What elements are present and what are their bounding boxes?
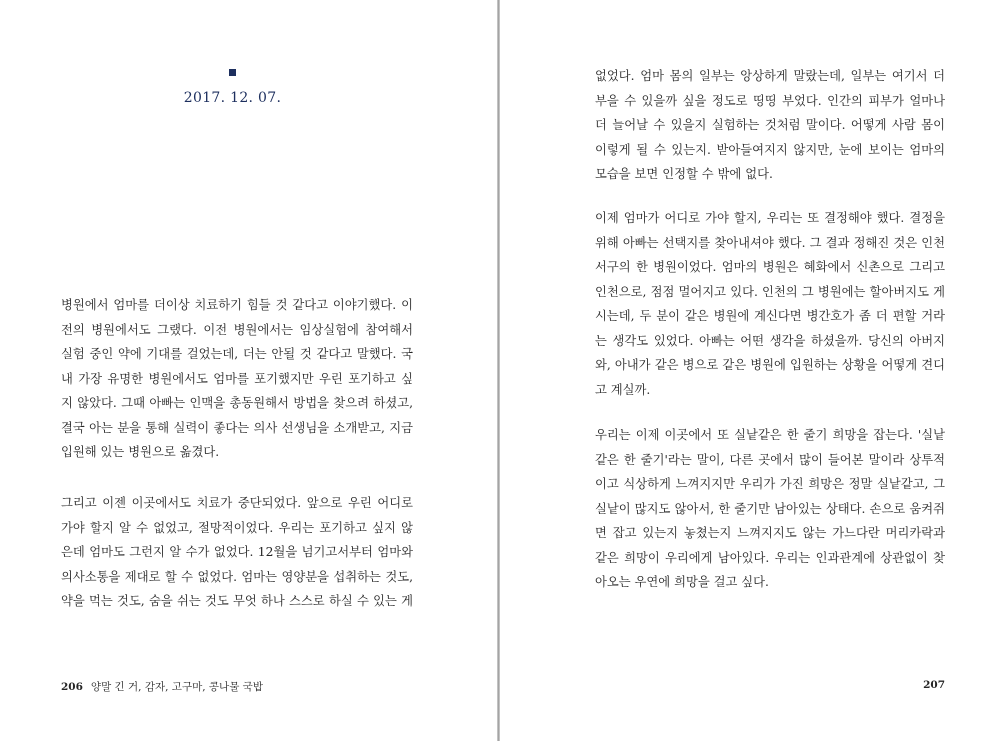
text-line: 내 가장 유명한 병원에서도 엄마를 포기했지만 우린 포기하고 싶 bbox=[61, 371, 413, 386]
text-line: 모습을 보면 인정할 수 밖에 없다. bbox=[595, 167, 773, 181]
text-line: 부을 수 있을까 싶을 정도로 띵띵 부었다. 인간의 피부가 얼마나 bbox=[595, 93, 945, 108]
text-line: 같은 희망이 우리에게 남아있다. 우리는 인과관계에 상관없이 찾 bbox=[595, 550, 945, 565]
text-line: 결국 아는 분을 통해 실력이 좋다는 의사 선생님을 소개받고, 지금 bbox=[61, 420, 413, 435]
text-line: 실낱이 많지도 않아서, 한 줄기만 남아있는 상태다. 손으로 움켜쥐 bbox=[595, 501, 945, 516]
text-line: 우리는 이제 이곳에서 또 실낱같은 한 줄기 희망을 잡는다. '실낱 bbox=[595, 428, 945, 442]
text-line: 가야 할지 알 수 없었고, 절망적이었다. 우리는 포기하고 싶지 않 bbox=[61, 520, 413, 535]
text-line: 는 생각도 있었다. 아빠는 어떤 생각을 하셨을까. 당신의 아버지 bbox=[595, 333, 945, 348]
right-page bbox=[500, 0, 1000, 741]
text-line: 없었다. 엄마 몸의 일부는 앙상하게 말랐는데, 일부는 여기서 더 bbox=[595, 69, 945, 83]
text-line: 와, 아내가 같은 병으로 같은 병원에 입원하는 상황을 어떻게 견디 bbox=[595, 358, 945, 372]
text-line: 인천으로, 점점 멀어지고 있다. 인천의 그 병원에는 할아버지도 게 bbox=[595, 284, 945, 299]
right-paragraph-2 bbox=[595, 206, 945, 402]
square-bullet-icon bbox=[229, 69, 236, 76]
text-line: 은데 엄마도 그런지 알 수가 없었다. 12월을 넘기고서부터 엄마와 bbox=[61, 545, 413, 559]
text-line: 고 계실까. bbox=[595, 382, 651, 397]
left-page-footer bbox=[61, 679, 263, 694]
text-line: 더 늘어날 수 있을지 실험하는 것처럼 말이다. 어떻게 사람 몸이 bbox=[595, 118, 945, 132]
right-paragraph-1 bbox=[595, 64, 945, 187]
text-line: 전의 병원에서도 그랬다. 이전 병원에서는 임상실험에 참여해서 bbox=[61, 322, 413, 337]
text-line: 약을 먹는 것도, 숨을 쉬는 것도 무엇 하나 스스로 하실 수 있는 게 bbox=[61, 594, 413, 608]
right-paragraph-3 bbox=[595, 423, 945, 595]
left-page bbox=[0, 0, 497, 741]
running-title: 양말 긴 거, 감자, 고구마, 콩나물 국밥 bbox=[90, 681, 263, 693]
text-line: 지 않았다. 그때 아빠는 인맥을 총동원해서 방법을 찾으려 하셨고, bbox=[61, 396, 413, 410]
left-paragraph-1 bbox=[61, 293, 413, 465]
text-line: 병원에서 엄마를 더이상 치료하기 힘들 것 같다고 이야기했다. 이 bbox=[61, 298, 413, 312]
entry-date: 2017. 12. 07. bbox=[183, 90, 282, 106]
text-line: 이렇게 될 수 있는지. 받아들여지지 않지만, 눈에 보이는 엄마의 bbox=[595, 142, 945, 157]
text-line: 의사소통을 제대로 할 수 없었다. 엄마는 영양분을 섭취하는 것도, bbox=[61, 569, 413, 584]
text-line: 시는데, 두 분이 같은 병원에 계신다면 병간호가 좀 더 편할 거라 bbox=[595, 309, 945, 323]
text-line: 서구의 한 병원이었다. 엄마의 병원은 혜화에서 신촌으로 그리고 bbox=[595, 260, 945, 274]
left-paragraph-2 bbox=[61, 491, 413, 614]
text-line: 입원해 있는 병원으로 옮겼다. bbox=[61, 445, 220, 459]
text-line: 위해 아빠는 선택지를 찾아내셔야 했다. 그 결과 정해진 것은 인천 bbox=[595, 235, 945, 250]
text-line: 이고 식상하게 느껴지지만 우리가 가진 희망은 정말 실낱같고, 그 bbox=[595, 477, 945, 491]
text-line: 이제 엄마가 어디로 가야 할지, 우리는 또 결정해야 했다. 결정을 bbox=[595, 211, 945, 225]
text-line: 같은 한 줄기'라는 말이, 다른 곳에서 많이 들어본 말이라 상투적 bbox=[595, 452, 945, 467]
text-line: 면 잡고 있는지 놓쳤는지 느껴지지도 않는 가느다란 머리카락과 bbox=[595, 526, 945, 540]
text-line: 아오는 우연에 희망을 걸고 싶다. bbox=[595, 575, 769, 589]
text-line: 그리고 이젠 이곳에서도 치료가 중단되었다. 앞으로 우린 어디로 bbox=[61, 496, 413, 510]
text-line: 실험 중인 약에 기대를 걸었는데, 더는 안될 것 같다고 말했다. 국 bbox=[61, 347, 413, 361]
page-number: 206 bbox=[61, 681, 83, 693]
page-number: 207 bbox=[923, 679, 945, 691]
